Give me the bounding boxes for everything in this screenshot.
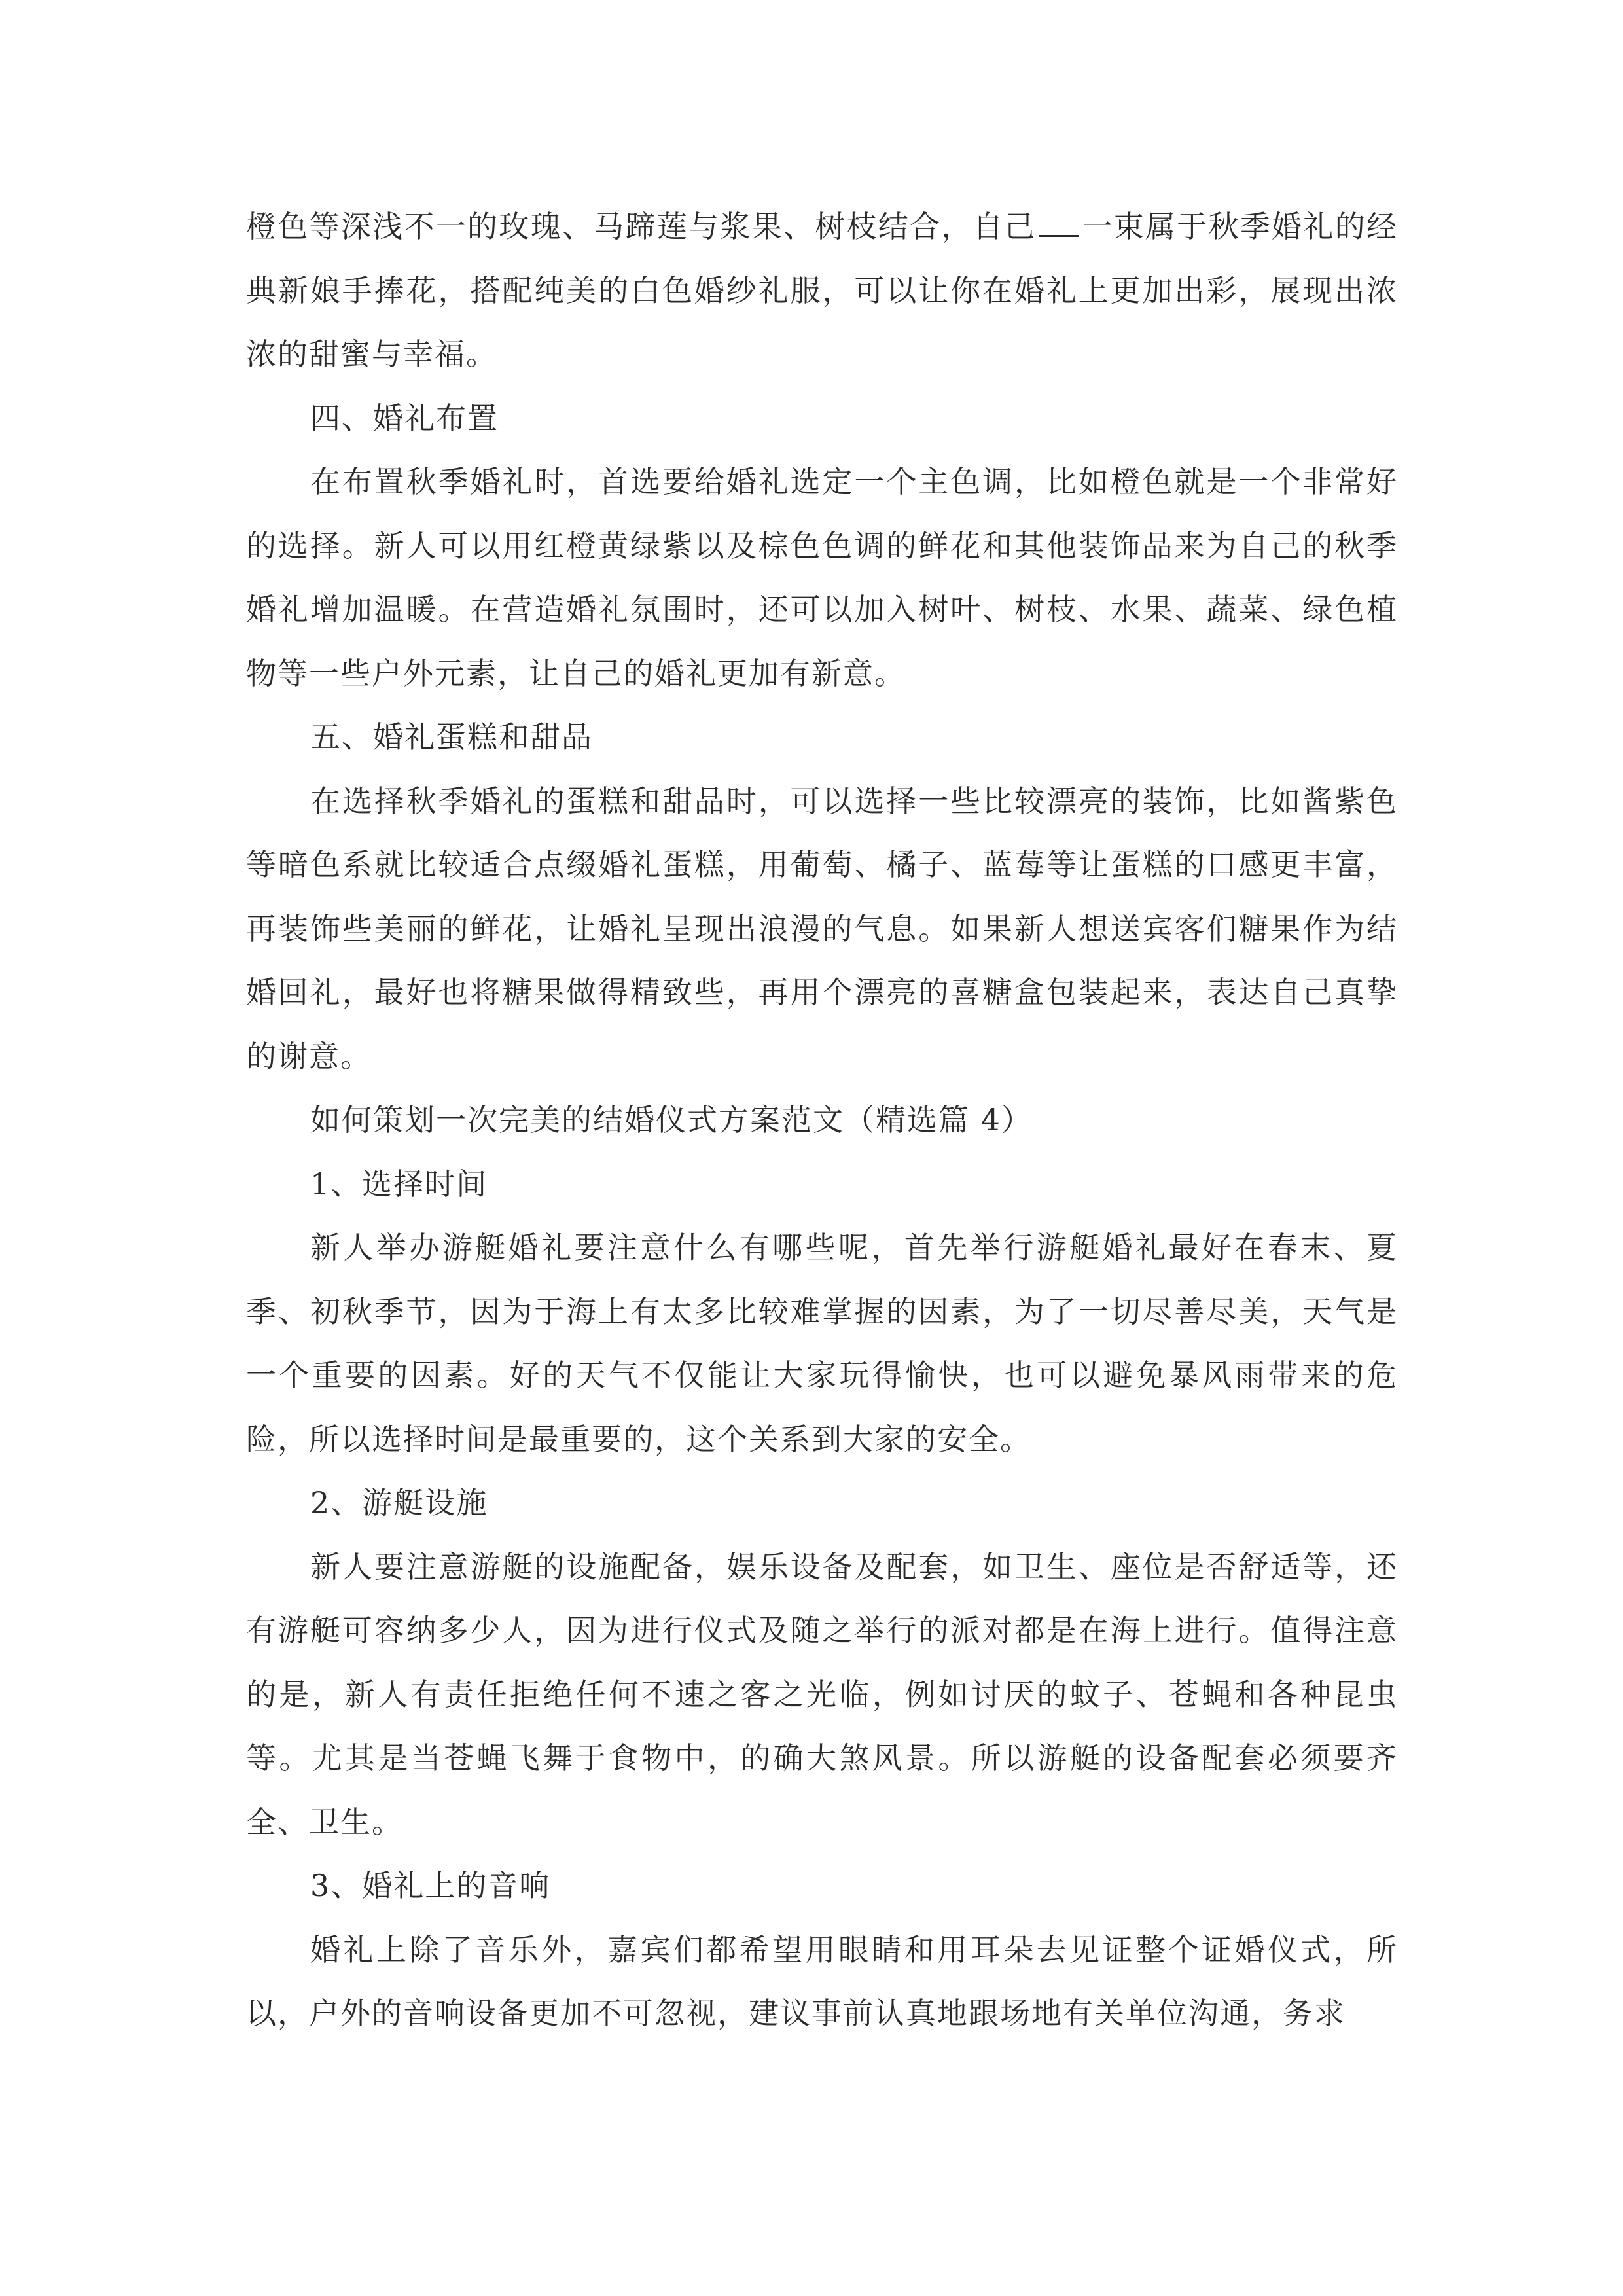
paragraph-text: 一束属于秋季婚礼的经典新娘手捧花，搭配纯美的白色婚纱礼服，可以让你在婚礼上更加出彩，展现出浓浓的甜蜜与幸福。 <box>246 209 1399 372</box>
section-heading-decoration: 四、婚礼布置 <box>310 400 499 436</box>
paragraph-bouquet-continuation <box>246 195 1398 387</box>
paragraph-yacht-facilities: 新人要注意游艇的设施配备，娱乐设备及配套，如卫生、座位是否舒适等，还有游艇可容纳多少人，因为进行仪式及随之举行的派对都是在海上进行。值得注意的是，新人有责任拒绝任何不速之客之光临，例如讨厌的蚊子、苍蝇和各种昆虫等。尤其是当苍蝇飞舞于食物中，的确大煞风景。所以游艇的设备配套必须要齐全、卫生。 <box>246 1549 1398 1840</box>
paragraph-decoration: 在布置秋季婚礼时，首选要给婚礼选定一个主色调，比如橙色就是一个非常好的选择。新人可以用红橙黄绿紫以及棕色色调的鲜花和其他装饰品来为自己的秋季婚礼增加温暖。在营造婚礼氛围时，还可以加入树叶、树枝、水果、蔬菜、绿色植物等一些户外元素，让自己的婚礼更加有新意。 <box>246 464 1398 691</box>
section-heading-cake: 五、婚礼蛋糕和甜品 <box>310 719 593 755</box>
paragraph-cake: 在选择秋季婚礼的蛋糕和甜品时，可以选择一些比较漂亮的装饰，比如酱紫色等暗色系就比较适合点缀婚礼蛋糕，用葡萄、橘子、蓝莓等让蛋糕的口感更丰富，再装饰些美丽的鲜花，让婚礼呈现出浪漫的气息。如果新人想送宾客们糖果作为结婚回礼，最好也将糖果做得精致些，再用个漂亮的喜糖盒包装起来，表达自己真挚的谢意。 <box>246 783 1398 1074</box>
section-heading-time: 1、选择时间 <box>310 1166 488 1202</box>
paragraph-sound: 婚礼上除了音乐外，嘉宾们都希望用眼睛和用耳朵去见证整个证婚仪式，所以，户外的音响设备更加不可忽视，建议事前认真地跟场地有关单位沟通，务求 <box>246 1931 1398 2031</box>
section-heading-sound: 3、婚礼上的音响 <box>310 1868 551 1903</box>
fill-in-blank <box>1039 215 1079 237</box>
paragraph-time: 新人举办游艇婚礼要注意什么有哪些呢，首先举行游艇婚礼最好在春末、夏季、初秋季节，因为于海上有太多比较难掌握的因素，为了一切尽善尽美，天气是一个重要的因素。好的天气不仅能让大家玩得愉快，也可以避免暴风雨带来的危险，所以选择时间是最重要的，这个关系到大家的安全。 <box>246 1230 1398 1457</box>
article-title-part4: 如何策划一次完美的结婚仪式方案范文（精选篇 4） <box>310 1102 1033 1138</box>
document-body <box>246 195 1398 2046</box>
paragraph-text: 橙色等深浅不一的玫瑰、马蹄莲与浆果、树枝结合，自己 <box>246 209 1037 244</box>
section-heading-yacht-facilities: 2、游艇设施 <box>310 1485 488 1520</box>
